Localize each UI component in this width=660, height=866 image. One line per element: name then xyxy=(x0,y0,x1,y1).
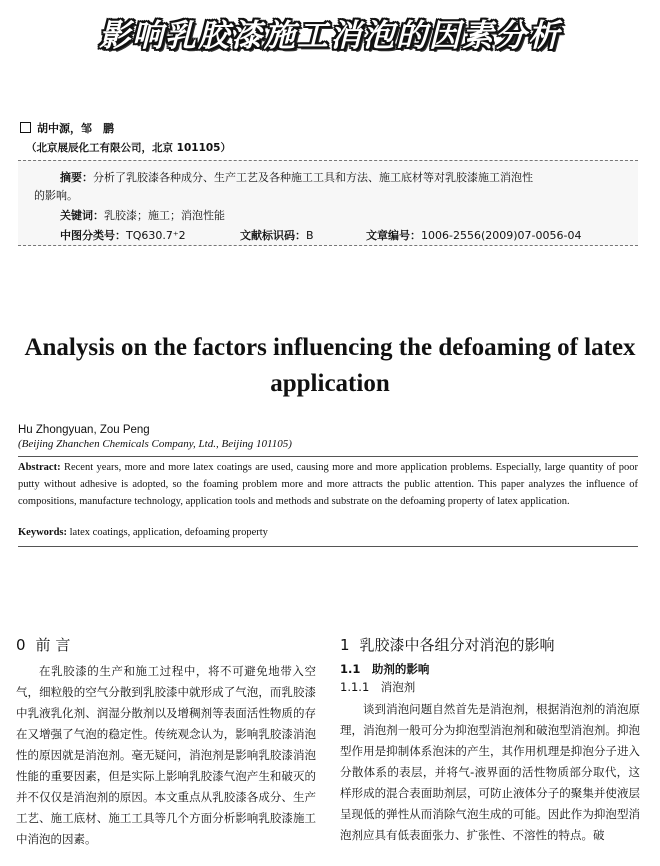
document-code-value: B xyxy=(306,229,314,242)
section-1-number: 1 xyxy=(340,636,350,654)
abstract-chinese-text1: 分析了乳胶漆各种成分、生产工艺及各种施工工具和方法、施工底材等对乳胶漆施工消泡性 xyxy=(93,171,533,184)
checkbox-square-icon xyxy=(20,122,31,133)
subsection-1-1-1-heading: 1.1.1 消泡剂 xyxy=(340,680,416,694)
abstract-chinese-box xyxy=(18,160,638,246)
section-0-heading xyxy=(16,634,316,655)
chinese-title: 影响乳胶漆施工消泡的因素分析 xyxy=(99,18,561,54)
article-number-value: 1006-2556(2009)07-0056-04 xyxy=(421,229,582,242)
authors-english: Hu Zhongyuan, Zou Peng xyxy=(18,424,150,436)
authors-chinese-text: 胡中源，邹 鹏 xyxy=(37,122,114,135)
column-right xyxy=(340,634,640,846)
affiliation-chinese: （北京展辰化工有限公司，北京 101105） xyxy=(26,142,231,154)
section-1-heading xyxy=(340,634,640,655)
keywords-chinese-label: 关键词： xyxy=(60,209,104,222)
abstract-chinese-line1 xyxy=(60,169,533,185)
document-code-label: 文献标识码： xyxy=(240,229,306,242)
keywords-chinese xyxy=(60,207,225,223)
authors-chinese xyxy=(20,120,114,136)
english-title-line2: application xyxy=(270,370,390,397)
article-number-label: 文章编号： xyxy=(366,229,421,242)
classification-label: 中图分类号： xyxy=(60,229,126,242)
keywords-chinese-text: 乳胶漆；施工；消泡性能 xyxy=(104,209,225,222)
affiliation-english: (Beijing Zhanchen Chemicals Company, Ltd., Beijing 101105) xyxy=(18,438,292,450)
abstract-english xyxy=(18,456,638,510)
classification-number xyxy=(60,227,186,243)
section-0-title: 前 言 xyxy=(35,636,71,654)
keywords-english-label: Keywords: xyxy=(18,527,67,538)
section-0-paragraph: 在乳胶漆的生产和施工过程中，将不可避免地带入空气，细粒般的空气分散到乳胶漆中就形成了气泡，而乳胶漆中乳液乳化剂、润湿分散剂以及增稠剂等表面活性物质的存在又增强了气泡的稳定性。传统观念认为，影响乳胶漆消泡性的原因就是消泡剂。毫无疑问，消泡剂是影响乳胶漆消泡性能的重要因素，但是实际上影响乳胶漆气泡产生和破灭的并不仅仅是消泡剂的原因。本文重点从乳胶漆各成分、生产工艺、施工底材、施工工具等几个方面分析影响乳胶漆施工中消泡的因素。 xyxy=(16,664,316,846)
abstract-chinese-label: 摘要： xyxy=(60,171,93,184)
english-title xyxy=(0,330,660,402)
abstract-chinese-text2: 的影响。 xyxy=(34,189,78,202)
abstract-english-text: Recent years, more and more latex coatings are used, causing more and more application problems. Especially, large quantity of poor putty without adhesive is adopted, so the foaming problem more and more attracts the public attention. This paper analyzes the influence of compositions, manufacture technology, application tools and methods and substrate on the defoaming property of latex application. xyxy=(18,462,639,507)
column-left xyxy=(16,634,316,850)
section-1-paragraph: 谈到消泡问题自然首先是消泡剂，根据消泡剂的消泡原理，消泡剂一般可分为抑泡型消泡剂和破泡型消泡剂。抑泡型作用是抑制体系泡沫的产生，其作用机理是抑泡分子进入分散体系的表层，并将气-液界面的活性物质部分取代，这样形成的混合表面助剂层，可防止液体分子的聚集并使液层呈现低的弹性从而消除气泡生成的可能。因此作为抑泡型消泡剂应具有低表面张力、扩张性、不溶性的特点。破 xyxy=(340,702,640,842)
english-title-line1: Analysis on the factors influencing the defoaming of latex xyxy=(24,334,636,361)
keywords-english-text: latex coatings, application, defoaming property xyxy=(69,527,268,538)
section-1-title: 乳胶漆中各组分对消泡的影响 xyxy=(359,636,555,654)
subsection-1-1-heading: 1.1 助剂的影响 xyxy=(340,662,430,676)
keywords-english xyxy=(18,527,638,547)
document-code xyxy=(240,227,314,243)
abstract-english-label: Abstract: xyxy=(18,462,61,473)
section-0-number: 0 xyxy=(16,636,26,654)
classification-value: TQ630.7⁺2 xyxy=(126,229,186,242)
article-number xyxy=(366,227,581,243)
